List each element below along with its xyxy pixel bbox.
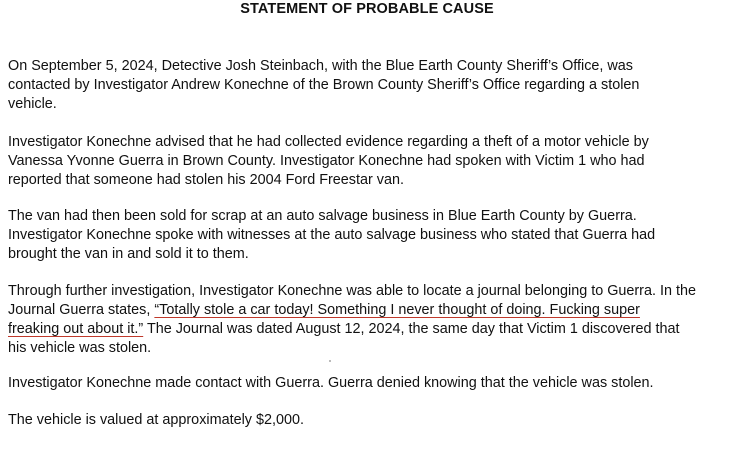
text-line: On September 5, 2024, Detective Josh Steinbach, with the Blue Earth County Sheriff’s Office, was [8, 58, 633, 74]
paragraph-journal [8, 282, 734, 358]
paragraph-contact-guerra [8, 374, 734, 393]
text-line: Investigator Konechne made contact with Guerra. Guerra denied knowing that the vehicle was stolen. [8, 375, 654, 391]
scan-speck [329, 360, 331, 362]
journal-quote-underlined: “Totally stole a car today! Something I never thought of doing. Fucking super [154, 302, 640, 318]
text-line: vehicle. [8, 96, 57, 112]
text-line: his vehicle was stolen. [8, 340, 152, 356]
text-segment: The Journal was dated August 12, 2024, the same day that Victim 1 discovered that [143, 321, 680, 337]
text-line: contacted by Investigator Andrew Konechne of the Brown County Sheriff’s Office regarding a stolen [8, 77, 640, 93]
paragraph-evidence [8, 133, 734, 190]
text-line: Investigator Konechne advised that he had collected evidence regarding a theft of a motor vehicle by [8, 134, 649, 150]
paragraph-salvage [8, 207, 734, 264]
paragraph-contact [8, 57, 734, 114]
journal-quote-underlined: freaking out about it.” [8, 321, 144, 337]
text-line: Through further investigation, Investigator Konechne was able to locate a journal belonging to Guerra. In the [8, 283, 696, 299]
text-line: The vehicle is valued at approximately $2,000. [8, 412, 304, 428]
text-line: Investigator Konechne spoke with witnesses at the auto salvage business who stated that Guerra had [8, 227, 656, 243]
text-line [8, 320, 734, 339]
text-line: The van had then been sold for scrap at an auto salvage business in Blue Earth County by Guerra. [8, 208, 637, 224]
text-segment: Journal Guerra states, [8, 302, 155, 318]
text-line: Vanessa Yvonne Guerra in Brown County. Investigator Konechne had spoken with Victim 1 who had [8, 153, 645, 169]
text-line [8, 301, 734, 320]
paragraph-value [8, 411, 734, 430]
text-line: brought the van in and sold it to them. [8, 246, 249, 262]
text-line: reported that someone had stolen his 2004 Ford Freestar van. [8, 172, 404, 188]
document-title: STATEMENT OF PROBABLE CAUSE [240, 1, 494, 17]
